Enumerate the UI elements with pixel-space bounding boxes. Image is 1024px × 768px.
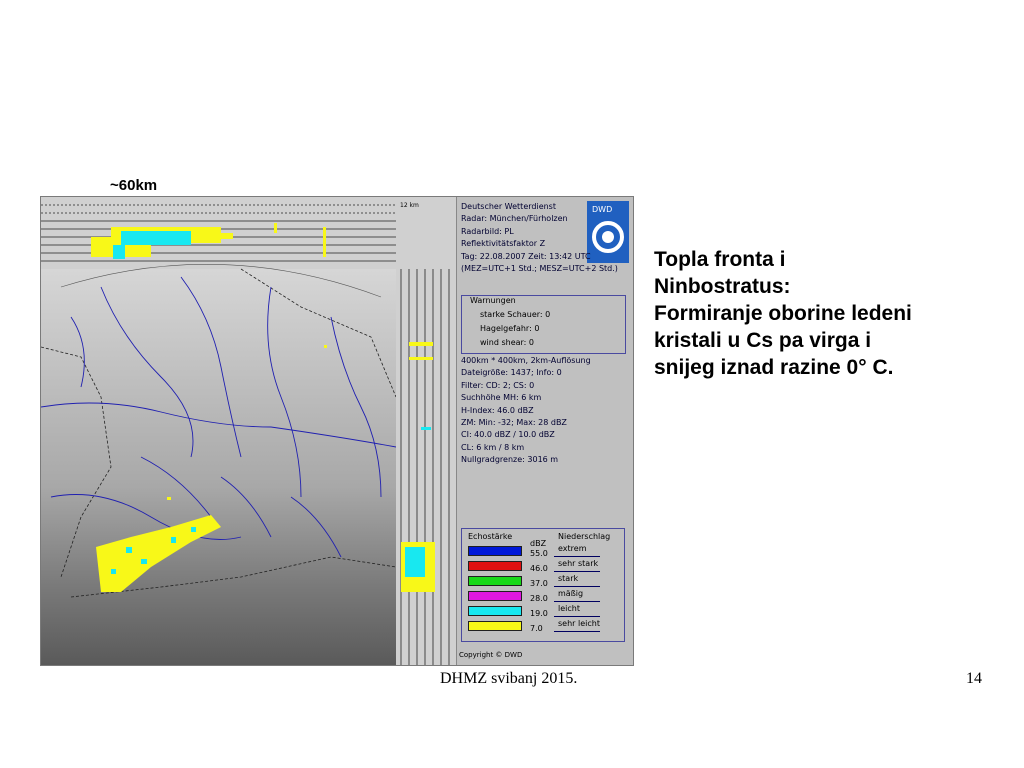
legend-dbz-unit: dBZ [530, 539, 547, 548]
header-line: Tag: 22.08.2007 Zeit: 13:42 UTC [461, 251, 591, 261]
legend-divider [554, 616, 600, 617]
detail-line: CL: 6 km / 8 km [461, 442, 525, 452]
header-line: Radarbild: PL [461, 226, 514, 236]
legend-dbz: 28.0 [530, 594, 548, 603]
legend-label: extrem [558, 544, 587, 553]
slide-text-line: Ninbostratus: [654, 275, 791, 298]
slide-text-line: snijeg iznad razine 0° C. [654, 356, 894, 379]
detail-line: Filter: CD: 2; CS: 0 [461, 380, 535, 390]
legend-box [461, 528, 625, 642]
radar-map [41, 197, 456, 665]
warning-item: wind shear: 0 [480, 338, 534, 347]
legend-swatch [468, 621, 522, 631]
header-line: Deutscher Wetterdienst [461, 202, 556, 211]
legend-swatch [468, 591, 522, 601]
slide-text-line: Formiranje oborine ledeni [654, 302, 912, 325]
legend-divider [554, 556, 600, 557]
scale-label: ~60km [110, 177, 158, 194]
vertical-section [396, 197, 456, 665]
legend-label: sehr leicht [558, 619, 600, 628]
header-line: Reflektivitätsfaktor Z [461, 239, 546, 249]
legend-dbz: 7.0 [530, 624, 543, 633]
slide-text [654, 246, 1014, 381]
legend-divider [554, 601, 600, 602]
detail-line: Nullgradgrenze: 3016 m [461, 455, 559, 465]
detail-line: H-Index: 46.0 dBZ [461, 405, 534, 415]
legend-label: sehr stark [558, 559, 599, 568]
warnings-box [461, 295, 626, 354]
legend-precip-title: Niederschlag [558, 532, 611, 541]
detail-line: Dateigröße: 1437; Info: 0 [461, 368, 562, 378]
dwd-logo-text: DWD [592, 205, 613, 214]
legend-dbz: 19.0 [530, 609, 548, 618]
legend-dbz: 55.0 [530, 549, 548, 558]
detail-line: 400km * 400km, 2km-Auflösung [461, 356, 591, 365]
legend-swatch [468, 576, 522, 586]
legend-label: stark [558, 574, 579, 583]
height-scale-label: 12 km [400, 202, 419, 209]
slide-text-line: kristali u Cs pa virga i [654, 329, 872, 352]
legend-divider [554, 586, 600, 587]
legend-label: leicht [558, 604, 580, 613]
legend-divider [554, 631, 600, 632]
header-line: Radar: München/Fürholzen [461, 214, 568, 224]
detail-line: ZM: Min: -32; Max: 28 dBZ [461, 418, 567, 428]
copyright: Copyright © DWD [459, 651, 523, 659]
warning-item: Hagelgefahr: 0 [480, 324, 540, 333]
legend-swatch [468, 546, 522, 556]
page-number: 14 [966, 670, 982, 687]
legend-divider [554, 571, 600, 572]
radar-image [40, 196, 634, 666]
warning-item: starke Schauer: 0 [480, 310, 551, 319]
footer: DHMZ svibanj 2015. [440, 670, 578, 687]
legend-echo-title: Echostärke [468, 532, 513, 541]
detail-line: Suchhöhe MH: 6 km [461, 393, 542, 403]
legend-swatch [468, 606, 522, 616]
slide-text-line: Topla fronta i [654, 248, 786, 271]
header-line: (MEZ=UTC+1 Std.; MESZ=UTC+2 Std.) [461, 264, 618, 274]
legend-label: mäßig [558, 589, 584, 598]
warnings-title: Warnungen [470, 296, 516, 305]
info-panel [456, 197, 634, 665]
legend-dbz: 46.0 [530, 564, 548, 573]
legend-swatch [468, 561, 522, 571]
legend-dbz: 37.0 [530, 579, 548, 588]
detail-line: CI: 40.0 dBZ / 10.0 dBZ [461, 430, 555, 440]
terrain-map [41, 269, 396, 665]
